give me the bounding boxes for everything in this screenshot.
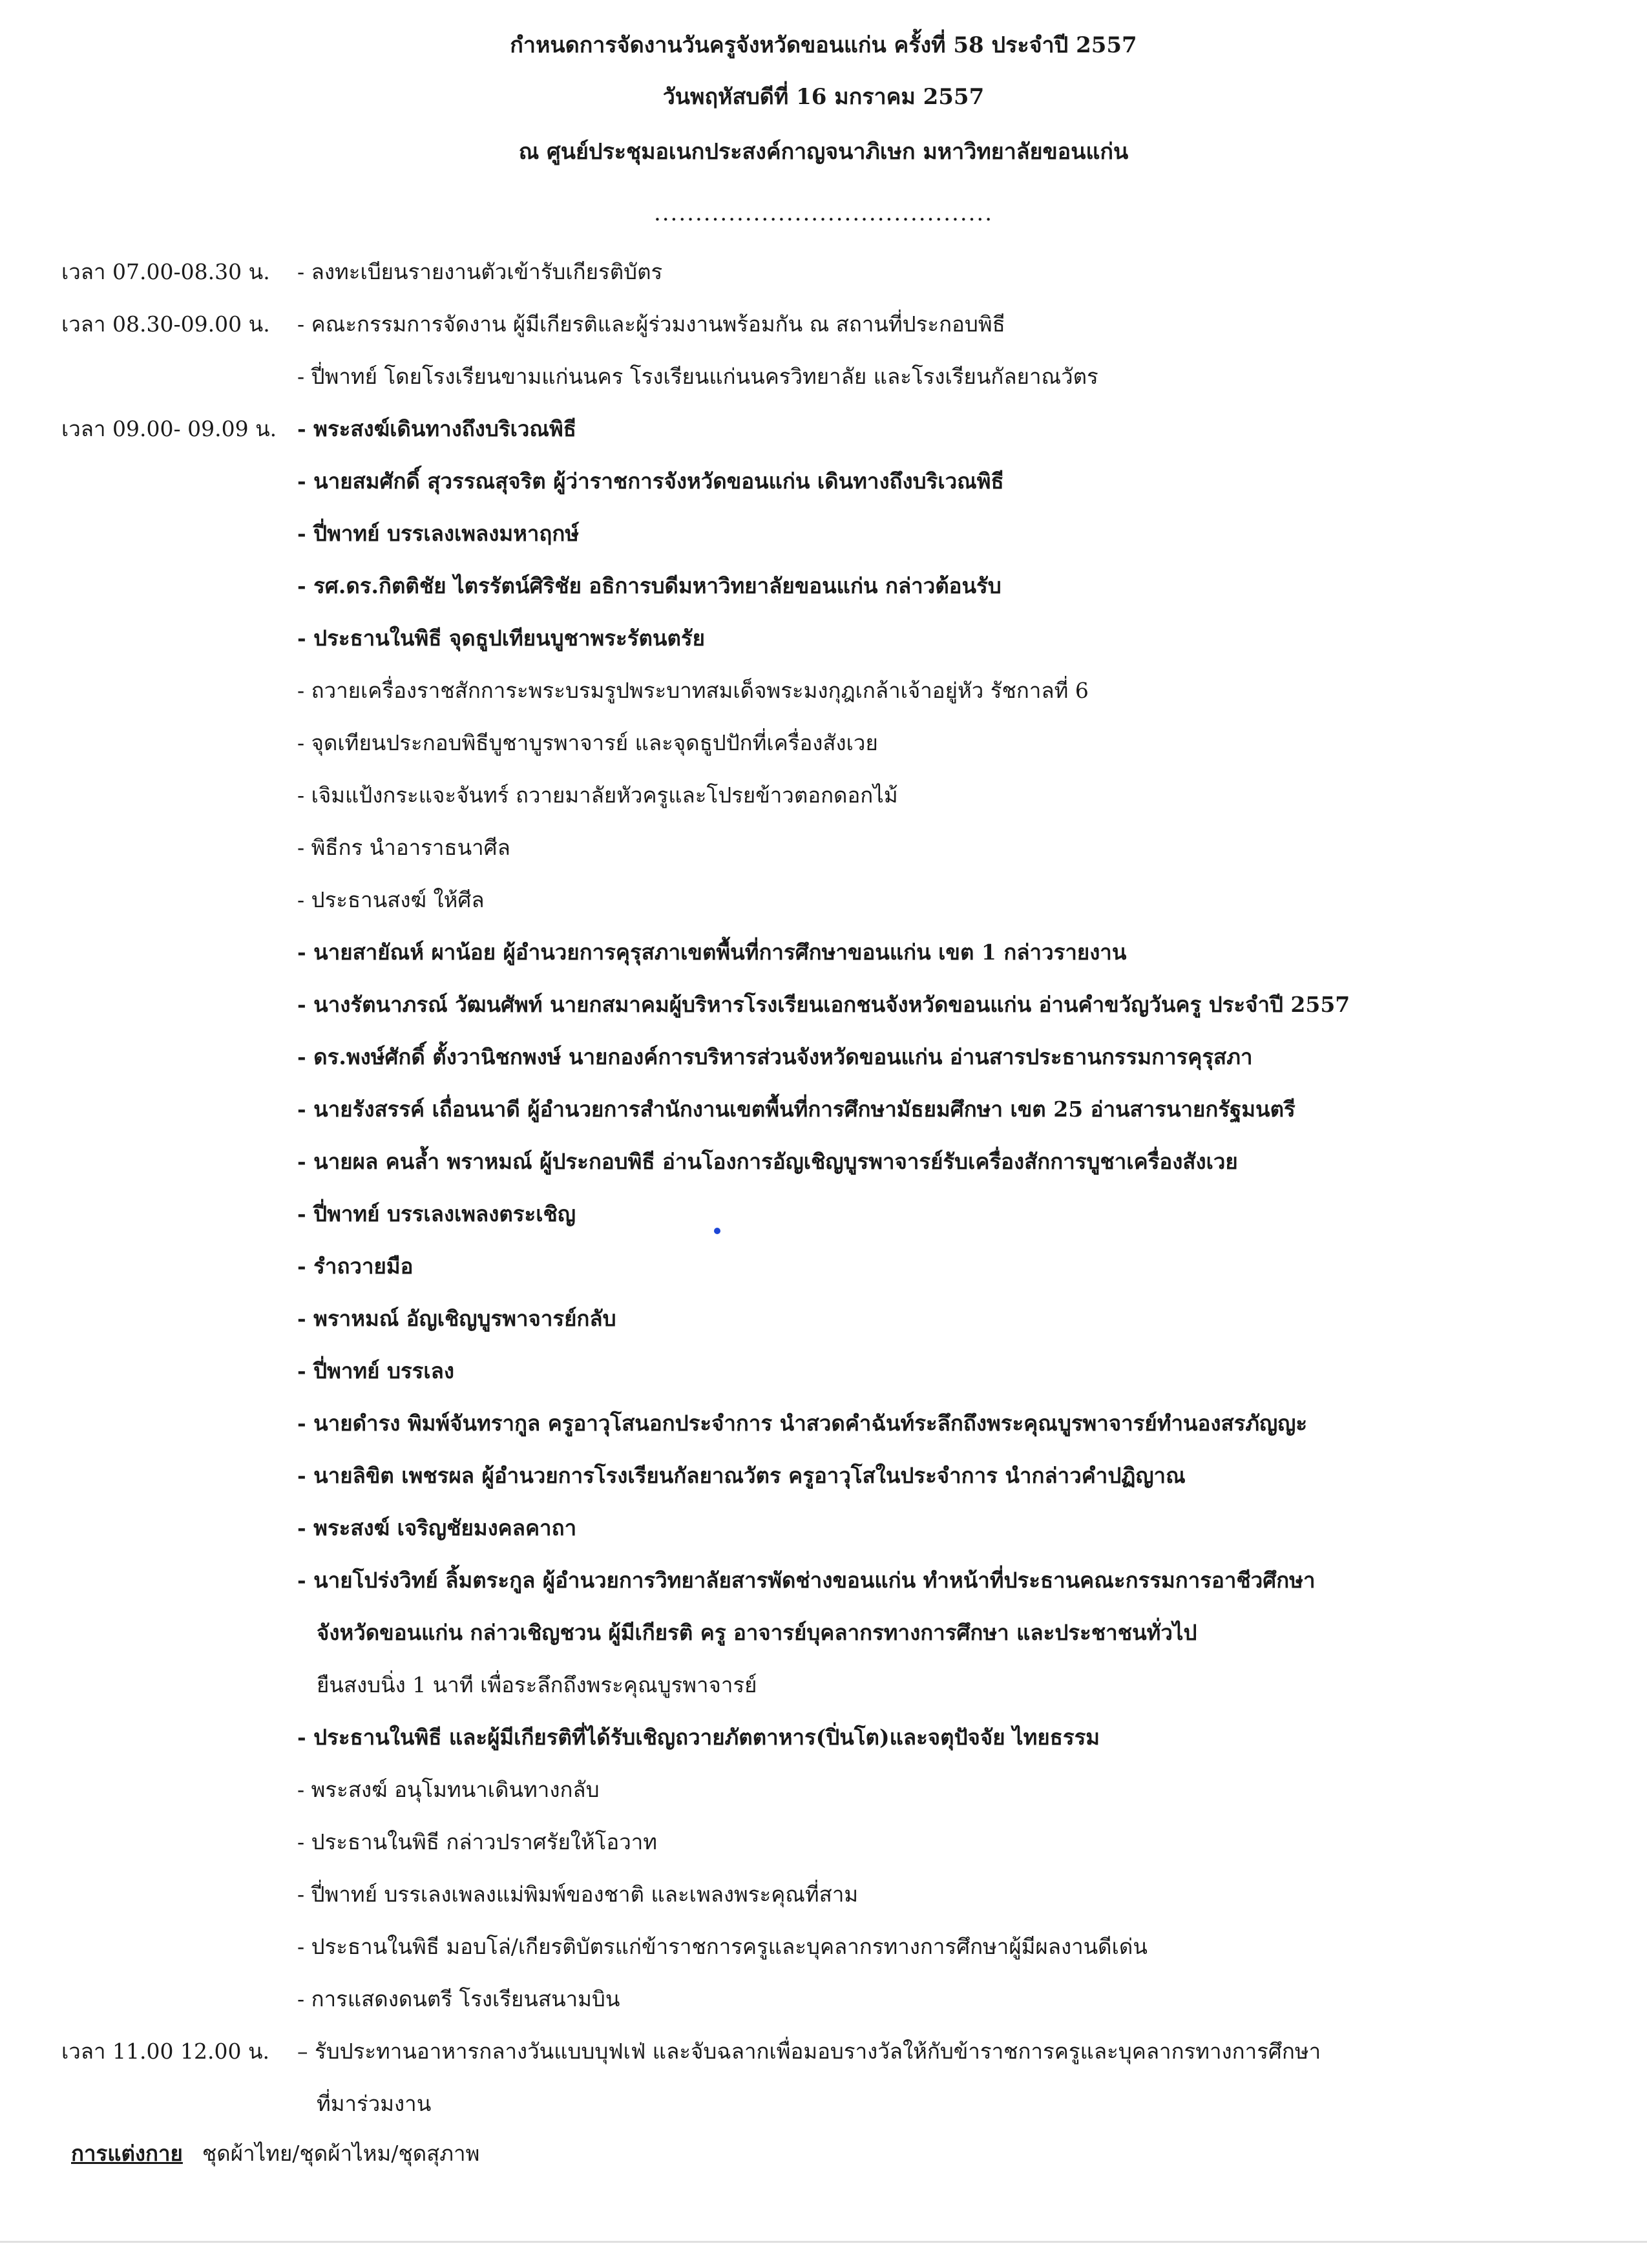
schedule-row <box>61 717 1496 769</box>
schedule-row <box>61 350 1496 403</box>
schedule-item: - ลงทะเบียนรายงานตัวเข้ารับเกียรติบัตร <box>297 259 663 284</box>
schedule-row <box>61 612 1496 664</box>
time-label: เวลา 08.30-09.00 น. <box>61 311 270 337</box>
schedule-item: - การแสดงดนตรี โรงเรียนสนามบิน <box>297 1986 620 2011</box>
schedule-row <box>61 1135 1496 1188</box>
schedule-item: - นายผล คนล้ำ พราหมณ์ ผู้ประกอบพิธี อ่านโองการอัญเชิญบูรพาจารย์รับเครื่องสักการบูชาเครื่องสังเวย <box>297 1149 1238 1174</box>
schedule-item: - รำถวายมือ <box>297 1254 414 1279</box>
schedule-item: - จุดเทียนประกอบพิธีบูชาบูรพาจารย์ และจุดธูปปักที่เครื่องสังเวย <box>297 730 878 755</box>
schedule-row <box>61 455 1496 507</box>
schedule-row <box>61 2025 1496 2077</box>
schedule-row <box>61 2077 1496 2130</box>
schedule-row <box>61 1554 1496 1606</box>
schedule-row <box>61 246 1496 298</box>
schedule-row <box>61 1397 1496 1449</box>
schedule-item: - ปี่พาทย์ บรรเลง <box>297 1358 455 1383</box>
schedule-row <box>61 1188 1496 1240</box>
schedule-item: - ประธานในพิธี จุดธูปเทียนบูชาพระรัตนตรัย <box>297 625 705 651</box>
schedule-item: - ปี่พาทย์ บรรเลงเพลงมหาฤกษ์ <box>297 521 580 546</box>
schedule-item: - พระสงฆ์ เจริญชัยมงคลคาถา <box>297 1515 577 1540</box>
schedule-row <box>61 1920 1496 1973</box>
schedule-row <box>61 1083 1496 1135</box>
schedule-item: - ปี่พาทย์ บรรเลงเพลงตระเชิญ <box>297 1201 576 1226</box>
schedule-item: - ปี่พาทย์ โดยโรงเรียนขามแก่นนคร โรงเรียนแก่นนครวิทยาลัย และโรงเรียนกัลยาณวัตร <box>297 364 1098 389</box>
schedule-row <box>61 1763 1496 1816</box>
schedule-list <box>61 246 1496 2130</box>
schedule-row <box>61 1606 1496 1659</box>
schedule-row <box>61 1973 1496 2025</box>
schedule-item: - พิธีกร นำอาราธนาศีล <box>297 835 510 860</box>
event-venue: ณ ศูนย์ประชุมอเนกประสงค์กาญจนาภิเษก มหาวิทยาลัยขอนแก่น <box>518 139 1129 165</box>
schedule-item-continued: ที่มาร่วมงาน <box>317 2091 432 2116</box>
schedule-item: - ประธานสงฆ์ ให้ศีล <box>297 887 485 912</box>
schedule-row <box>61 1816 1496 1868</box>
schedule-row <box>61 560 1496 612</box>
schedule-item: - ประธานในพิธี มอบโล่/เกียรติบัตรแก่ข้าราชการครูและบุคลากรทางการศึกษาผู้มีผลงานดีเด่น <box>297 1934 1148 1959</box>
schedule-item: - นายดำรง พิมพ์จันทรากูล ครูอาวุโสนอกประจำการ นำสวดคำฉันท์ระลึกถึงพระคุณบูรพาจารย์ทำนองสรภัญญะ <box>297 1411 1308 1436</box>
schedule-item: – รับประทานอาหารกลางวันแบบบุฟเฟ่ และจับฉลากเพื่อมอบรางวัลให้กับข้าราชการครูและบุคลากรทางการศึกษา <box>297 2039 1321 2064</box>
schedule-row <box>61 507 1496 560</box>
schedule-item: - นายสมศักดิ์ สุวรรณสุจริต ผู้ว่าราชการจังหวัดขอนแก่น เดินทางถึงบริเวณพิธี <box>297 468 1004 494</box>
schedule-item: - พระสงฆ์ อนุโมทนาเดินทางกลับ <box>297 1777 600 1802</box>
schedule-row <box>61 1292 1496 1345</box>
schedule-row <box>61 769 1496 821</box>
schedule-item: - ถวายเครื่องราชสักการะพระบรมรูปพระบาทสมเด็จพระมงกุฎเกล้าเจ้าอยู่หัว รัชกาลที่ 6 <box>297 678 1089 703</box>
schedule-item: - ดร.พงษ์ศักดิ์ ตั้งวานิชกพงษ์ นายกองค์การบริหารส่วนจังหวัดขอนแก่น อ่านสารประธานกรรมการคุรุสภา <box>297 1044 1253 1069</box>
scan-edge-line <box>0 2241 1647 2243</box>
schedule-item: - รศ.ดร.กิตติชัย ไตรรัตน์ศิริชัย อธิการบดีมหาวิทยาลัยขอนแก่น กล่าวต้อนรับ <box>297 573 1002 598</box>
schedule-item-continued: จังหวัดขอนแก่น กล่าวเชิญชวน ผู้มีเกียรติ ครู อาจารย์บุคลากรทางการศึกษา และประชาชนทั่วไป <box>317 1620 1197 1645</box>
schedule-item: - พราหมณ์ อัญเชิญบูรพาจารย์กลับ <box>297 1306 616 1331</box>
document-title: กำหนดการจัดงานวันครูจังหวัดขอนแก่น ครั้งที่ 58 ประจำปี 2557 <box>510 32 1137 58</box>
schedule-item: - พระสงฆ์เดินทางถึงบริเวณพิธี <box>297 416 576 441</box>
schedule-row <box>61 978 1496 1031</box>
schedule-row <box>61 403 1496 455</box>
schedule-row <box>61 664 1496 717</box>
schedule-row <box>61 1031 1496 1083</box>
dress-code <box>71 2134 479 2173</box>
time-label: เวลา 07.00-08.30 น. <box>61 259 270 284</box>
schedule-item: - นายสายัณห์ ผาน้อย ผู้อำนวยการคุรุสภาเขตพื้นที่การศึกษาขอนแก่น เขต 1 กล่าวรายงาน <box>297 940 1127 965</box>
schedule-row <box>61 1711 1496 1763</box>
schedule-item: - นางรัตนาภรณ์ วัฒนศัพท์ นายกสมาคมผู้บริหารโรงเรียนเอกชนจังหวัดขอนแก่น อ่านคำขวัญวันครู ประจำปี 2557 <box>297 992 1350 1017</box>
schedule-item: - ประธานในพิธี และผู้มีเกียรติที่ได้รับเชิญถวายภัตตาหาร(ปิ่นโต)และจตุปัจจัย ไทยธรรม <box>297 1725 1100 1750</box>
schedule-row <box>61 298 1496 350</box>
schedule-item: - เจิมแป้งกระแจะจันทร์ ถวายมาลัยหัวครูและโปรยข้าวตอกดอกไม้ <box>297 782 898 808</box>
schedule-row <box>61 874 1496 926</box>
schedule-row <box>61 1345 1496 1397</box>
schedule-row <box>61 1659 1496 1711</box>
dress-code-value: ชุดผ้าไทย/ชุดผ้าไหม/ชุดสุภาพ <box>202 2141 480 2166</box>
dress-code-label: การแต่งกาย <box>71 2141 183 2166</box>
schedule-row <box>61 926 1496 978</box>
schedule-item: - ปี่พาทย์ บรรเลงเพลงแม่พิมพ์ของชาติ และเพลงพระคุณที่สาม <box>297 1882 859 1907</box>
schedule-row <box>61 1502 1496 1554</box>
ink-speck <box>714 1228 720 1234</box>
schedule-row <box>61 821 1496 874</box>
schedule-item: - นายรังสรรค์ เถื่อนนาดี ผู้อำนวยการสำนักงานเขตพื้นที่การศึกษามัธยมศึกษา เขต 25 อ่านสารนายกรัฐมนตรี <box>297 1097 1296 1122</box>
schedule-item: - คณะกรรมการจัดงาน ผู้มีเกียรติและผู้ร่วมงานพร้อมกัน ณ สถานที่ประกอบพิธี <box>297 311 1005 337</box>
schedule-row <box>61 1240 1496 1292</box>
schedule-item: - นายโปร่งวิทย์ ลิ้มตระกูล ผู้อำนวยการวิทยาลัยสารพัดช่างขอนแก่น ทำหน้าที่ประธานคณะกรรมการอาชีวศึกษา <box>297 1568 1316 1593</box>
schedule-item: - ประธานในพิธี กล่าวปราศรัยให้โอวาท <box>297 1829 658 1854</box>
schedule-item-continued: ยืนสงบนิ่ง 1 นาที เพื่อระลึกถึงพระคุณบูรพาจารย์ <box>317 1672 757 1697</box>
schedule-row <box>61 1868 1496 1920</box>
schedule-row <box>61 1449 1496 1502</box>
event-date: วันพฤหัสบดีที่ 16 มกราคม 2557 <box>662 84 985 110</box>
title-separator: ......................................... <box>653 200 994 226</box>
time-label: เวลา 11.00 12.00 น. <box>61 2039 270 2064</box>
schedule-item: - นายลิขิต เพชรผล ผู้อำนวยการโรงเรียนกัลยาณวัตร ครูอาวุโสในประจำการ นำกล่าวคำปฏิญาณ <box>297 1463 1186 1488</box>
time-label: เวลา 09.00- 09.09 น. <box>61 416 277 441</box>
